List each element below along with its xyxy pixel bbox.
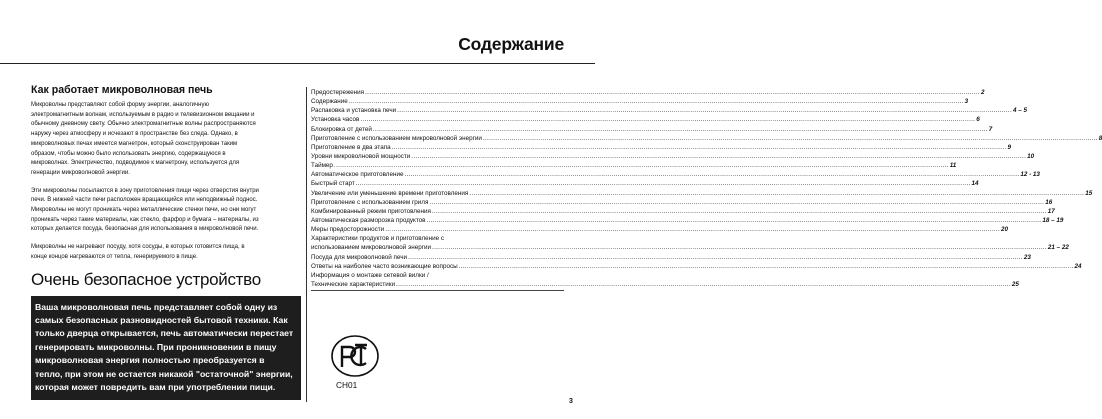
notice-line: тепло, при этом не остается никакой "остаточной" энергии, [35, 368, 293, 379]
toc-item-title: Предостережения [311, 88, 365, 96]
left-column [31, 84, 301, 400]
toc-item [311, 225, 1009, 234]
text-line: микроволнах. Электричество, подводимое к магнетрону, используется для [31, 160, 240, 167]
toc-item [311, 115, 980, 124]
toc-leader-dots: ............................................................................................................................................................................................................................................................................................................ [458, 262, 1074, 270]
toc-leader-dots: ............................................................................................................................................................................................................................................................................................................ [372, 125, 988, 133]
text-line: Эти микроволны посылаются в зону приготовления пищи через отверстия внутри [31, 187, 259, 194]
notice-line: самых безопасных разновидностей бытовой техники. Как [35, 314, 288, 325]
page-number: 3 [569, 398, 573, 405]
toc-item [311, 179, 979, 188]
toc-leader-dots: ............................................................................................................................................................................................................................................................................................................ [431, 207, 1047, 215]
toc-leader-dots: ............................................................................................................................................................................................................................................................................................................ [396, 280, 1011, 288]
toc-item-title: Информация о монтаже сетевой вилки / [311, 271, 429, 279]
toc-item-title: Комбинированный режим приготовления [311, 207, 431, 215]
toc-item-title: Приготовление с использованием гриля [311, 198, 429, 206]
toc-item-page: 12 - 13 [1020, 171, 1040, 179]
toc-item-title: Характеристики продуктов и приготовление с [311, 235, 445, 243]
toc-item [311, 125, 993, 134]
text-line: электромагнитным волнам, используемым в радио и телевизионном вещании и [31, 111, 255, 118]
toc-leader-dots: ............................................................................................................................................................................................................................................................................................................ [426, 216, 1042, 224]
toc-leader-dots: ............................................................................................................................................................................................................................................................................................................ [355, 180, 971, 188]
toc-item [311, 134, 1102, 143]
text-line: проникать через такие материалы, как стекло, фарфор и бумага – материалы, из [31, 216, 259, 223]
table-of-contents [311, 88, 1102, 291]
toc-item-page: 7 [988, 125, 993, 133]
toc-item-page: 6 [976, 116, 980, 124]
text-line: конце концов нагреваются от тепла, генерируемого в пище. [31, 253, 198, 260]
how-it-works-paragraph-1 [31, 101, 301, 179]
toc-item-title: Меры предосторожности [311, 226, 385, 234]
toc-item [311, 262, 1082, 271]
certification-mark-icon [330, 334, 380, 378]
how-it-works-heading: Как работает микроволновая печь [31, 84, 213, 96]
toc-item [311, 198, 1053, 207]
toc-item [311, 170, 1040, 179]
toc-item [311, 106, 1028, 115]
text-line: Микроволны не могут проникать через металлические стенки печи, но они могут [31, 207, 257, 214]
toc-item [311, 161, 957, 170]
safety-heading: Очень безопасное устройство [31, 269, 261, 289]
toc-item-title: Уровни микроволновой мощности [311, 152, 411, 160]
toc-leader-dots: ............................................................................................................................................................................................................................................................................................................ [429, 198, 1045, 206]
text-line: Микроволны представляют собой форму энергии, аналогичную [31, 102, 209, 108]
toc-item-title: Быстрый старт [311, 180, 355, 188]
toc-leader-dots: ............................................................................................................................................................................................................................................................................................................ [482, 134, 1098, 142]
text-line: образом, чтобы можно было использовать энергию, содержащуюся в [31, 150, 226, 157]
toc-item-page: 23 [1023, 253, 1031, 261]
toc-leader-dots: ............................................................................................................................................................................................................................................................................................................ [432, 244, 1047, 252]
text-line: Микроволны не нагревают посуду, хотя сосуды, в которых готовится пища, в [31, 244, 245, 251]
page-title: Содержание [458, 34, 564, 54]
toc-item [311, 207, 1055, 216]
toc-item [311, 152, 1035, 161]
toc-leader-dots: ............................................................................................................................................................................................................................................................................................................ [408, 253, 1023, 261]
toc-item [311, 143, 1011, 152]
toc-leader-dots: ............................................................................................................................................................................................................................................................................................................ [391, 143, 1007, 151]
notice-line: генерировать микроволны. При проникновении в пищу [35, 341, 277, 352]
toc-item-page: 9 [1007, 143, 1011, 151]
toc-item-title: Распаковка и установка печи [311, 107, 397, 115]
toc-item-title: Автоматическая разморозка продуктов [311, 216, 426, 224]
toc-leader-dots: ............................................................................................................................................................................................................................................................................................................ [404, 171, 1020, 179]
toc-item-page: 21 – 22 [1047, 244, 1069, 252]
notice-line: Ваша микроволновая печь представляет собой одну из [35, 301, 278, 312]
toc-leader-dots: ............................................................................................................................................................................................................................................................................................................ [469, 189, 1085, 197]
header-rule [0, 63, 595, 64]
text-line: обычному дневному свету. Обычно электромагнитные волны распространяются [31, 121, 256, 128]
toc-item [311, 97, 969, 106]
toc-bottom-rule [311, 290, 564, 291]
toc-item-title: Технические характеристики [311, 280, 396, 288]
how-it-works-paragraph-2 [31, 187, 301, 236]
toc-leader-dots: ............................................................................................................................................................................................................................................................................................................ [365, 88, 980, 96]
toc-item-title: Ответы на наиболее часто возникающие вопросы [311, 262, 458, 270]
toc-item-page: 8 [1098, 134, 1102, 142]
notice-line: только дверца открывается, печь автоматически перестает [35, 328, 294, 339]
toc-item-title: Приготовление с использованием микроволновой энергии [311, 134, 482, 142]
toc-item [311, 280, 1019, 289]
certification-code: CH01 [336, 380, 358, 390]
toc-item-title: Автоматическое приготовление [311, 171, 404, 179]
text-line: наружу через атмосферу и исчезают в пространстве без следа. Однако, в [31, 131, 238, 138]
toc-item-title: использованием микроволновой энергии [311, 244, 432, 252]
toc-item-page: 25 [1011, 280, 1019, 288]
toc-item [311, 253, 1031, 262]
column-divider [306, 87, 307, 402]
safety-notice-box [31, 296, 301, 401]
toc-item-page: 11 [949, 162, 957, 170]
toc-item-page: 15 [1085, 189, 1093, 197]
notice-line: микроволновая энергия полностью преобразуется в [35, 355, 265, 366]
toc-leader-dots: ............................................................................................................................................................................................................................................................................................................ [411, 152, 1027, 160]
toc-item [311, 243, 1069, 252]
toc-item-page: 17 [1047, 207, 1055, 215]
notice-line: которая может повредить вам при употреблении пищи. [35, 381, 276, 392]
toc-item-title: Содержание [311, 98, 348, 106]
toc-item-title: Приготовление в два этапа [311, 143, 391, 151]
toc-item [311, 88, 985, 97]
toc-leader-dots: ............................................................................................................................................................................................................................................................................................................ [333, 162, 949, 170]
how-it-works-paragraph-3 [31, 243, 301, 262]
toc-item-title: Таймер [311, 162, 333, 170]
toc-leader-dots: ............................................................................................................................................................................................................................................................................................................ [397, 107, 1012, 115]
toc-item-page: 14 [971, 180, 979, 188]
toc-item-page: 2 [980, 88, 985, 96]
text-line: генерации микроволновой энергии. [31, 169, 130, 176]
toc-item-page: 20 [1001, 226, 1009, 234]
toc-item [311, 189, 1093, 198]
toc-item-page: 3 [964, 98, 969, 106]
toc-leader-dots: ............................................................................................................................................................................................................................................................................................................ [348, 98, 964, 106]
text-line: печи. В нижней части печи расположен вращающийся или неподвижный поднос. [31, 197, 258, 204]
toc-item-title: Посуда для микроволновой печи [311, 253, 407, 261]
toc-item [311, 216, 1064, 225]
toc-item-page: 24 [1074, 262, 1082, 270]
toc-item-page: 4 – 5 [1013, 107, 1028, 115]
text-line: микроволновых печах имеется магнетрон, который сконструирован таким [31, 140, 238, 147]
text-line: которых делается посуда, безопасная для использования в микроволновой печи. [31, 226, 259, 233]
toc-item-title: Установка часов [311, 116, 360, 124]
toc-leader-dots: ............................................................................................................................................................................................................................................................................................................ [385, 226, 1001, 234]
toc-item-title: Блокировка от детей [311, 125, 372, 133]
toc-item-page: 16 [1045, 198, 1053, 206]
toc-leader-dots: ............................................................................................................................................................................................................................................................................................................ [360, 116, 976, 124]
toc-item-title: Увеличение или уменьшение времени приготовления [311, 189, 469, 197]
toc-item-page: 10 [1027, 152, 1035, 160]
toc-item-page: 18 – 19 [1042, 216, 1064, 224]
